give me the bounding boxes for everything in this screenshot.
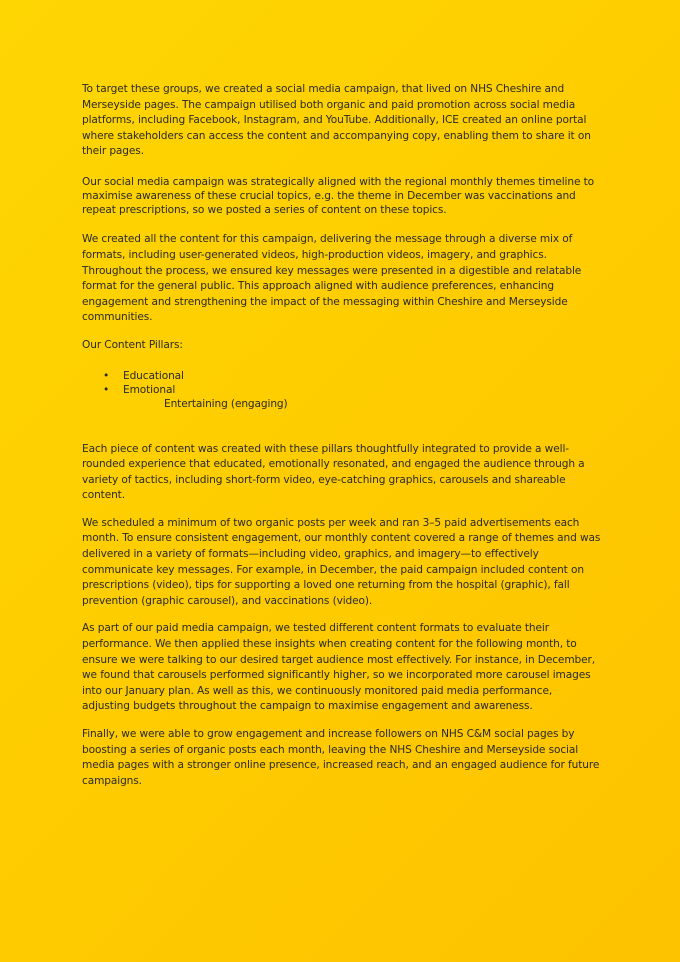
pillar-item-emotional: • Emotional bbox=[82, 383, 602, 397]
content-creation-paragraph: We created all the content for this campaign, delivering the message through a diverse mix of formats, including user-generated videos, high-production videos, imagery, and graphics. Throughout the process, we ensured key messages were presented in a digestible and relatable format for the general public. This approach aligned with audience preferences, enhancing engagement and strengthening the impact of the messaging within Cheshire and Merseyside communities. bbox=[82, 233, 582, 324]
paid-media-paragraph: As part of our paid media campaign, we tested different content formats to evaluate their performance. We then applied these insights when creating content for the following month, to ensure we were talking to our desired target audience most effectively. For instance, in December, we found that carousels performed significantly higher, so we incorporated more carousel images into our January plan. As well as this, we continuously monitored paid media performance, adjusting budgets throughout the campaign to maximise engagement and awareness. bbox=[82, 622, 596, 713]
document-body bbox=[82, 82, 602, 789]
pillar-item-entertaining: Entertaining (engaging) bbox=[164, 397, 288, 410]
intro-paragraph: To target these groups, we created a social media campaign, that lived on NHS Cheshire and Merseyside pages. The campaign utilised both organic and paid promotion across social media platforms, including Facebook, Instagram, and YouTube. Additionally, ICE created an online portal where stakeholders can access the content and accompanying copy, enabling them to share it on their pages. bbox=[82, 83, 591, 158]
pillars-integration-paragraph: Each piece of content was created with these pillars thoughtfully integrated to provide a well-rounded experience that educated, emotionally resonated, and engaged the audience through a variety of tactics, including short-form video, eye-catching graphics, carousels and shareable content. bbox=[82, 442, 585, 502]
scheduling-paragraph: We scheduled a minimum of two organic posts per week and ran 3–5 paid advertisements each month. To ensure consistent engagement, our monthly content covered a range of themes and was delivered in a variety of formats—including video, graphics, and imagery—to effectively communicate key messages. For example, in December, the paid campaign included content on prescriptions (video), tips for supporting a loved one returning from the hospital (graphic), fall prevention (graphic carousel), and vaccinations (video). bbox=[82, 516, 601, 607]
conclusion-paragraph: Finally, we were able to grow engagement and increase followers on NHS C&M social pages by boosting a series of organic posts each month, leaving the NHS Cheshire and Merseyside social media pages with a stronger online presence, increased reach, and an engaged audience for future campaigns. bbox=[82, 728, 600, 787]
pillars-heading: Our Content Pillars: bbox=[82, 338, 183, 351]
alignment-paragraph: Our social media campaign was strategically aligned with the regional monthly themes timeline to maximise awareness of these crucial topics, e.g. the theme in December was vaccinations and repeat prescriptions, so we posted a series of content on these topics. bbox=[82, 175, 594, 216]
pillars-list bbox=[82, 369, 602, 411]
pillar-item-educational: • Educational bbox=[82, 369, 602, 383]
